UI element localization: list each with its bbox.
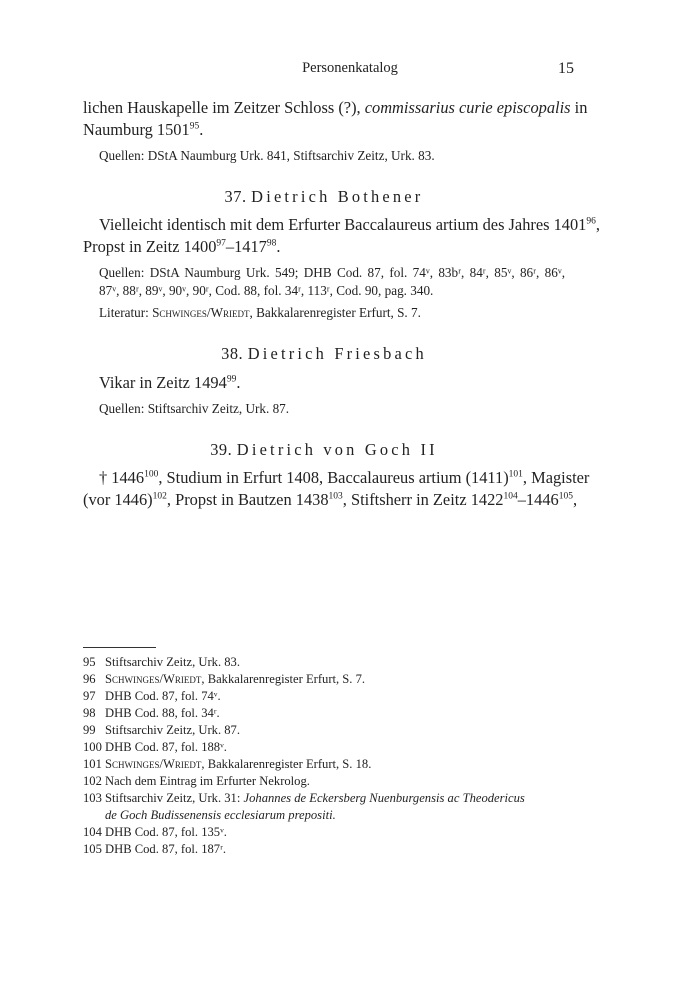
footnote-separator (83, 647, 156, 648)
running-header-title: Personenkatalog (302, 60, 398, 76)
footnote-95: 95 Stiftsarchiv Zeitz, Urk. 83. (83, 655, 241, 669)
entry-37-heading: 37. Dietrich Bothener (224, 187, 424, 206)
entry-38-sources: Quellen: Stiftsarchiv Zeitz, Urk. 87. (99, 401, 290, 416)
footnote-105: 105 DHB Cod. 87, fol. 187ʳ. (83, 842, 226, 856)
entry-38-line-1: Vikar in Zeitz 1494$^{99}$. (99, 373, 241, 392)
entry-36-sources: Quellen: DStA Naumburg Urk. 841, Stiftsarchiv Zeitz, Urk. 83. (99, 148, 435, 163)
entry-37-line-1: Vielleicht identisch mit dem Erfurter Baccalaureus artium des Jahres 1401$^{96}$, (99, 215, 600, 234)
entry-36-line-2: Naumburg 1501$^{95}$. (83, 120, 204, 139)
entry-37-literature: Literatur: Schwinges/Wriedt, Bakkalarenregister Erfurt, S. 7. (99, 305, 421, 320)
footnote-103-continuation: de Goch Budissenensis ecclesiarum prepositi. (105, 808, 336, 822)
footnote-99: 99 Stiftsarchiv Zeitz, Urk. 87. (83, 723, 241, 737)
footnote-96: 96 Schwinges/Wriedt, Bakkalarenregister Erfurt, S. 7. (83, 672, 366, 686)
footnote-104: 104 DHB Cod. 87, fol. 135ᵛ. (83, 825, 227, 839)
footnote-98: 98 DHB Cod. 88, fol. 34ʳ. (83, 706, 220, 720)
entry-39-heading: 39. Dietrich von Goch II (210, 440, 438, 459)
footnote-103: 103 Stiftsarchiv Zeitz, Urk. 31: Johannes de Eckersberg Nuenburgensis ac Theodericus (83, 791, 525, 805)
footnote-100: 100 DHB Cod. 87, fol. 188ᵛ. (83, 740, 227, 754)
footnote-97: 97 DHB Cod. 87, fol. 74ᵛ. (83, 689, 221, 703)
entry-36-line-1: lichen Hauskapelle im Zeitzer Schloss (?), commissarius curie episcopalis in (83, 98, 588, 117)
entry-37-line-2: Propst in Zeitz 1400$^{97}$–1417$^{98}$. (83, 237, 281, 256)
entry-37-sources-line-2: 87ᵛ, 88ʳ, 89ᵛ, 90ᵛ, 90ʳ, Cod. 88, fol. 34ʳ, 113ʳ, Cod. 90, pag. 340. (99, 283, 434, 298)
entry-38-heading: 38. Dietrich Friesbach (221, 344, 427, 363)
entry-37-sources-line-1: Quellen: DStA Naumburg Urk. 549; DHB Cod. 87, fol. 74ᵛ, 83bʳ, 84ʳ, 85ᵛ, 86ʳ, 86ᵛ, (99, 265, 565, 280)
entry-39-line-2: (vor 1446)$^{102}$, Propst in Bautzen 1438$^{103}$, Stiftsherr in Zeitz 1422$^{104}$–1446$^{105}$, (83, 490, 578, 509)
entry-39-line-1: † 1446$^{100}$, Studium in Erfurt 1408, Baccalaureus artium $(1411)^{101}$, Magister (99, 468, 590, 487)
footnote-102: 102 Nach dem Eintrag im Erfurter Nekrolog. (83, 774, 310, 788)
footnote-101: 101 Schwinges/Wriedt, Bakkalarenregister Erfurt, S. 18. (83, 757, 372, 771)
page-number: 15 (558, 60, 574, 77)
